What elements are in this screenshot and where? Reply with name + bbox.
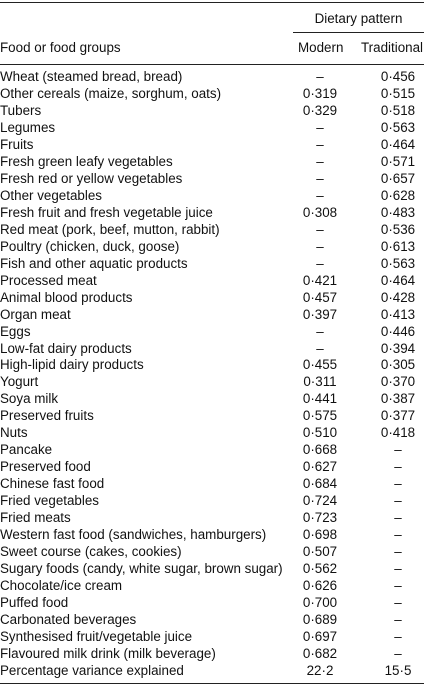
traditional-loading-cell: – xyxy=(394,612,402,627)
food-name-cell: Sugary foods (candy, white sugar, brown sugar) xyxy=(0,561,283,577)
table-row xyxy=(0,561,424,578)
modern-loading-cell: 0·668 xyxy=(302,442,338,458)
modern-loading-cell: 0·441 xyxy=(302,391,338,407)
food-name-cell: Organ meat xyxy=(0,306,71,322)
food-name-cell: Wheat (steamed bread, bread) xyxy=(0,69,183,84)
food-name-cell: Percentage variance explained xyxy=(0,662,184,678)
table-row xyxy=(0,103,424,120)
traditional-loading-cell: – xyxy=(394,561,402,577)
table-row xyxy=(0,595,424,612)
table-row xyxy=(0,154,424,171)
traditional-loading-cell: 0·571 xyxy=(380,153,416,169)
table-row xyxy=(0,612,424,629)
table-row xyxy=(0,273,424,290)
traditional-loading-cell: 0·370 xyxy=(380,374,416,390)
food-name-cell: Tubers xyxy=(0,102,42,118)
modern-loading-cell: 0·457 xyxy=(302,289,338,305)
food-column-header: Food or food groups xyxy=(0,40,121,55)
modern-loading-cell: 0·697 xyxy=(302,628,338,644)
food-name-cell: Processed meat xyxy=(0,272,97,288)
table-row xyxy=(0,256,424,273)
table-row xyxy=(0,137,424,154)
modern-loading-cell: 0·308 xyxy=(302,204,338,220)
modern-loading-cell: 0·562 xyxy=(302,561,338,577)
modern-loading-cell: – xyxy=(316,323,324,339)
traditional-loading-cell: 0·418 xyxy=(380,425,416,441)
traditional-loading-cell: 0·305 xyxy=(380,357,416,373)
modern-loading-cell: – xyxy=(316,69,324,84)
table-row xyxy=(0,459,424,476)
modern-loading-cell: – xyxy=(316,255,324,271)
traditional-loading-cell: 0·464 xyxy=(380,272,416,288)
table-row xyxy=(0,476,424,493)
traditional-loading-cell: – xyxy=(394,527,402,543)
traditional-loading-cell: 0·464 xyxy=(380,136,416,152)
table-row xyxy=(0,663,424,680)
modern-loading-cell: 0·700 xyxy=(302,595,338,611)
table-row xyxy=(0,307,424,324)
modern-loading-cell: – xyxy=(316,340,324,356)
traditional-loading-cell: – xyxy=(394,544,402,560)
table-row xyxy=(0,578,424,595)
traditional-loading-cell: 0·446 xyxy=(380,323,416,339)
modern-loading-cell: 0·698 xyxy=(302,527,338,543)
modern-loading-cell: 0·311 xyxy=(303,374,337,390)
food-name-cell: Fresh fruit and fresh vegetable juice xyxy=(0,204,213,220)
traditional-loading-cell: 0·428 xyxy=(380,289,416,305)
modern-loading-cell: 0·421 xyxy=(302,272,338,288)
traditional-loading-cell: – xyxy=(394,442,402,458)
group-header-rule xyxy=(293,32,424,33)
table-row xyxy=(0,442,424,459)
traditional-loading-cell: 0·515 xyxy=(380,85,416,101)
table-row xyxy=(0,222,424,239)
table-row xyxy=(0,493,424,510)
table-row xyxy=(0,120,424,137)
table-row xyxy=(0,357,424,374)
table-row xyxy=(0,544,424,561)
modern-loading-cell: – xyxy=(316,119,324,135)
food-name-cell: Preserved fruits xyxy=(0,408,94,424)
food-name-cell: Yogurt xyxy=(0,374,39,390)
modern-loading-cell: 0·575 xyxy=(302,408,338,424)
modern-loading-cell: – xyxy=(316,136,324,152)
header-bottom-rule xyxy=(0,64,424,65)
modern-loading-cell: 0·724 xyxy=(302,493,338,509)
traditional-loading-cell: – xyxy=(394,459,402,475)
modern-loading-cell: 0·723 xyxy=(302,510,338,526)
traditional-column-header: Traditional xyxy=(361,40,424,55)
food-name-cell: Pancake xyxy=(0,442,53,458)
traditional-loading-cell: 0·394 xyxy=(380,340,416,356)
food-name-cell: Chocolate/ice cream xyxy=(0,578,123,594)
traditional-loading-cell: – xyxy=(394,578,402,594)
food-name-cell: High-lipid dairy products xyxy=(0,357,144,373)
food-name-cell: Puffed food xyxy=(0,595,69,611)
traditional-loading-cell: – xyxy=(394,645,402,661)
food-name-cell: Legumes xyxy=(0,119,56,135)
food-name-cell: Red meat (pork, beef, mutton, rabbit) xyxy=(0,221,220,237)
food-name-cell: Eggs xyxy=(0,323,31,339)
modern-loading-cell: 0·319 xyxy=(302,85,338,101)
modern-loading-cell: 0·507 xyxy=(302,544,338,560)
table-body xyxy=(0,69,424,680)
food-name-cell: Fried meats xyxy=(0,510,71,526)
table-row xyxy=(0,290,424,307)
food-name-cell: Fresh red or yellow vegetables xyxy=(0,170,183,186)
food-name-cell: Low-fat dairy products xyxy=(0,340,132,356)
table-row xyxy=(0,188,424,205)
traditional-loading-cell: – xyxy=(394,510,402,526)
modern-loading-cell: 0·689 xyxy=(302,612,338,627)
table-row xyxy=(0,408,424,425)
traditional-loading-cell: 0·628 xyxy=(380,187,416,203)
food-name-cell: Preserved food xyxy=(0,459,91,475)
modern-loading-cell: 0·510 xyxy=(302,425,338,441)
table-row xyxy=(0,510,424,527)
table-row xyxy=(0,86,424,103)
traditional-loading-cell: 0·657 xyxy=(380,170,416,186)
food-name-cell: Fresh green leafy vegetables xyxy=(0,153,173,169)
food-name-cell: Other vegetables xyxy=(0,187,102,203)
traditional-loading-cell: 15·5 xyxy=(384,662,412,678)
traditional-loading-cell: – xyxy=(394,476,402,492)
traditional-loading-cell: 0·563 xyxy=(380,255,416,271)
table-row xyxy=(0,239,424,256)
modern-loading-cell: 22·2 xyxy=(306,662,334,678)
table-row xyxy=(0,69,424,86)
modern-loading-cell: – xyxy=(316,238,324,254)
dietary-pattern-header: Dietary pattern xyxy=(314,11,403,26)
modern-loading-cell: – xyxy=(316,153,324,169)
food-name-cell: Carbonated beverages xyxy=(0,612,137,627)
food-name-cell: Fruits xyxy=(0,136,34,152)
traditional-loading-cell: 0·563 xyxy=(380,119,416,135)
table-row xyxy=(0,171,424,188)
traditional-loading-cell: 0·613 xyxy=(380,238,416,254)
traditional-loading-cell: 0·456 xyxy=(380,69,416,84)
food-name-cell: Other cereals (maize, sorghum, oats) xyxy=(0,85,222,101)
traditional-loading-cell: – xyxy=(394,493,402,509)
food-name-cell: Soya milk xyxy=(0,391,59,407)
modern-column-header: Modern xyxy=(298,40,344,55)
traditional-loading-cell: 0·377 xyxy=(380,408,416,424)
food-name-cell: Synthesised fruit/vegetable juice xyxy=(0,628,193,644)
table-bottom-rule xyxy=(0,683,424,684)
table-row xyxy=(0,646,424,663)
table-top-rule xyxy=(0,2,424,3)
modern-loading-cell: 0·682 xyxy=(302,645,338,661)
traditional-loading-cell: 0·387 xyxy=(380,391,416,407)
traditional-loading-cell: – xyxy=(394,628,402,644)
modern-loading-cell: 0·627 xyxy=(302,459,338,475)
food-name-cell: Chinese fast food xyxy=(0,476,105,492)
traditional-loading-cell: – xyxy=(394,595,402,611)
food-name-cell: Fish and other aquatic products xyxy=(0,255,188,271)
traditional-loading-cell: 0·536 xyxy=(380,221,416,237)
modern-loading-cell: 0·397 xyxy=(302,306,338,322)
modern-loading-cell: 0·455 xyxy=(302,357,338,373)
table-row xyxy=(0,629,424,646)
table-row xyxy=(0,391,424,408)
table-row xyxy=(0,374,424,391)
table-row xyxy=(0,324,424,341)
table-row xyxy=(0,341,424,358)
food-name-cell: Poultry (chicken, duck, goose) xyxy=(0,238,180,254)
table-row xyxy=(0,205,424,222)
table-row xyxy=(0,425,424,442)
modern-loading-cell: – xyxy=(316,170,324,186)
traditional-loading-cell: 0·483 xyxy=(380,204,416,220)
food-name-cell: Fried vegetables xyxy=(0,493,99,509)
food-name-cell: Flavoured milk drink (milk beverage) xyxy=(0,645,216,661)
modern-loading-cell: 0·329 xyxy=(302,102,338,118)
traditional-loading-cell: 0·518 xyxy=(380,102,416,118)
modern-loading-cell: – xyxy=(316,221,324,237)
traditional-loading-cell: 0·413 xyxy=(380,306,416,322)
food-name-cell: Sweet course (cakes, cookies) xyxy=(0,544,182,560)
modern-loading-cell: 0·684 xyxy=(302,476,338,492)
modern-loading-cell: 0·626 xyxy=(302,578,338,594)
food-name-cell: Nuts xyxy=(0,425,28,441)
modern-loading-cell: – xyxy=(316,187,324,203)
food-name-cell: Animal blood products xyxy=(0,289,133,305)
table-row xyxy=(0,527,424,544)
food-name-cell: Western fast food (sandwiches, hamburgers) xyxy=(0,527,267,543)
